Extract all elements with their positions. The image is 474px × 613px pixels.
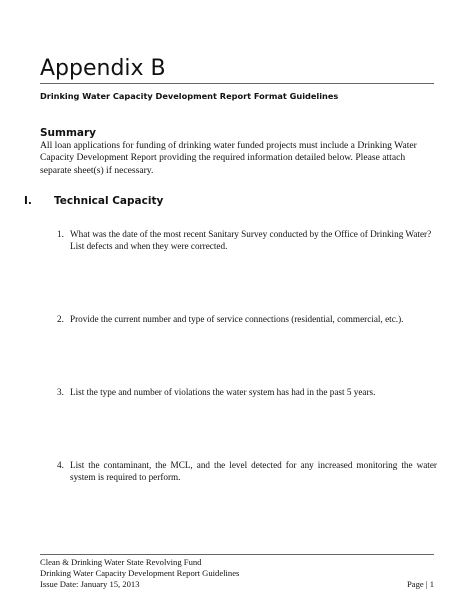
section-title: Technical Capacity (54, 195, 164, 207)
footer-issue-row (40, 579, 434, 590)
section-heading (24, 194, 163, 208)
question-number: 3. (57, 387, 64, 397)
question-text: List the contaminant, the MCL, and the level detected for any increased monitoring the water system is required to perform. (70, 460, 437, 482)
page-number: Page | 1 (406, 579, 434, 589)
footer-divider (40, 554, 434, 555)
question-text: Provide the current number and type of service connections (residential, commercial, etc.). (70, 314, 404, 324)
question-item (57, 313, 437, 325)
question-number: 1. (57, 229, 64, 239)
question-item (57, 459, 437, 483)
footer-issue-date: Issue Date: January 15, 2013 (40, 579, 140, 589)
question-text: List the type and number of violations the water system has had in the past 5 years. (70, 387, 376, 397)
question-item (57, 386, 437, 398)
footer-document-name: Drinking Water Capacity Development Report Guidelines (40, 568, 240, 578)
question-number: 4. (57, 460, 64, 470)
question-text: What was the date of the most recent Sanitary Survey conducted by the Office of Drinking Water? List defects and when they were corrected. (70, 229, 432, 251)
page-footer (40, 557, 434, 590)
question-number: 2. (57, 314, 64, 324)
question-item (57, 228, 437, 252)
title-divider (40, 83, 434, 84)
footer-program: Clean & Drinking Water State Revolving Fund (40, 557, 202, 567)
section-number: I. (24, 195, 32, 207)
summary-text: All loan applications for funding of drinking water funded projects must include a Drinking Water Capacity Development Report providing the required information detailed below. Please attach separate sheet(s) if necessary. (40, 140, 417, 176)
summary-heading: Summary (40, 127, 97, 139)
page-title: Appendix B (40, 56, 166, 81)
document-subtitle: Drinking Water Capacity Development Report Format Guidelines (40, 91, 339, 101)
